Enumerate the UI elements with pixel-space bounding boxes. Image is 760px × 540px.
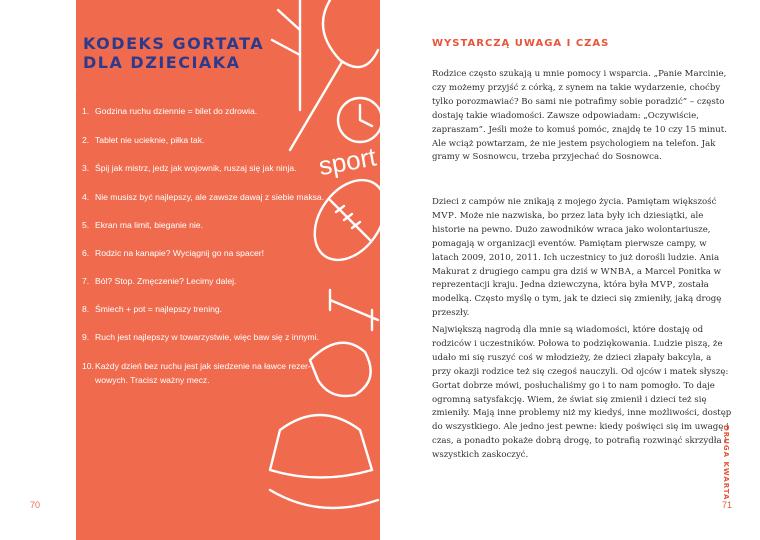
- paragraph-1: Rodzice często szukają u mnie pomocy i wsparcia. „Panie Marcinie, czy możemy przyjść z córką, z synem na takie wydarzenie, choćby tylko porozmawiać? Bo sami nie potrafimy sobie poradzić” – często dostaję takie wiadomości. Zawsze odpowiadam: „Oczywiście, zapraszam”. Jeśli może to komuś pomóc, znajdę te 10 czy 15 minut. Ale wciąż powtarzam, że nie jestem psychologiem na telefon. Jak gramy w Sosnowcu, trzeba przyjechać do Sosnowca.: [432, 69, 727, 163]
- sport-word: sport: [316, 141, 379, 182]
- carrot-doodle: [22, 14, 60, 32]
- list-item: 5. Ekran ma limit, bieganie nie.: [82, 220, 203, 230]
- list-item: 8. Śmiech + pot = najlepszy trening.: [82, 304, 223, 314]
- bottle-doodle: [0, 92, 36, 152]
- list-item: 4. Nie musisz być najlepszy, ale zawsze dawaj z siebie maksa.: [82, 192, 325, 202]
- list-item: 1. Godzina ruchu dziennie = bilet do zdrowia.: [82, 106, 258, 116]
- list-item: 9. Ruch jest najlepszy w towarzystwie, więc baw się z innymi.: [82, 332, 319, 342]
- cap-doodle: [0, 390, 55, 447]
- list-item: 2. Tablet nie ucieknie, piłka tak.: [82, 135, 205, 145]
- right-page: [380, 0, 760, 540]
- dumbbell-doodle: [330, 290, 378, 330]
- list-item: 10.Każdy dzień bez ruchu jest jak siedzenie na ławce rezer- wowych. Tracisz ważny mecz.: [82, 361, 311, 385]
- paragraph-3: Największą nagrodą dla mnie są wiadomości, które dostaję od rodziców i uczestników. Połowa to podziękowania. Ludzie piszą, że udało mi się ruszyć coś w młodzieży, że dzieci złapały bakcyla, a przy okazji rodzice też się czegoś nauczyli. Od ojców i matek słyszę: Gortat dobrze mówi, posłuchaliśmy go i to nam pomogło. To daje ogromną satysfakcję. Wiem, że świat się zmienił i dzieci też się zmieniły. Mają inne problemy niż my kiedyś, inne możliwości, dostęp do wszystkiego. Ale jedno jest pewne: kiedy poświęci się im uwagę i czas, a ponadto pokaże dobrą drogę, to potrafią rozwinąć skrzydła i wszystkich zaskoczyć.: [432, 325, 732, 461]
- hat-doodle: [270, 415, 372, 478]
- list-item: 6. Rodzic na kanapie? Wyciągnij go na spacer!: [82, 248, 265, 258]
- shoe-doodle: [0, 310, 63, 340]
- chapter-side-label: DRUGA KWARTA: [722, 425, 730, 501]
- title-line-1: KODEKS GORTATA: [83, 34, 265, 53]
- list-item: 3. Śpij jak mistrz, jedz jak wojownik, ruszaj się jak ninja.: [82, 163, 297, 173]
- page-number-right: 71: [722, 500, 733, 510]
- paragraph-2: Dzieci z campów nie znikają z mojego życia. Pamiętam większość MVP. Może nie nazwiska, bo przez lata były ich dziesiątki, ale historie na pewno. Dużo zawodników wraca jako wolontariusze, pomagają w organizacji eventów. Pamiętam pierwsze campy, w latach 2009, 2010, 2011. Ich uczestnicy to już dorośli ludzie. Ania Makurat z drugiego campu gra dziś w WNBA, a Marcel Ponitka w reprezentacji kraju. Jedna dziewczyna, która była MVP, została modelką. Często myślę o tym, jak te dzieci się zmieniły, jaką drogę przeszły.: [432, 197, 722, 319]
- list-item: 7. Ból? Stop. Zmęczenie? Lecimy dalej.: [82, 276, 237, 286]
- ring-doodle: [0, 209, 36, 261]
- star-doodle: [5, 56, 29, 77]
- racket-doodle: [290, 0, 378, 150]
- section-title: WYSTARCZĄ UWAGA I CZAS: [432, 38, 610, 49]
- page-title: [83, 34, 264, 72]
- page-number-left: 70: [30, 500, 41, 510]
- title-line-2: DLA DZIECIAKA: [83, 53, 241, 72]
